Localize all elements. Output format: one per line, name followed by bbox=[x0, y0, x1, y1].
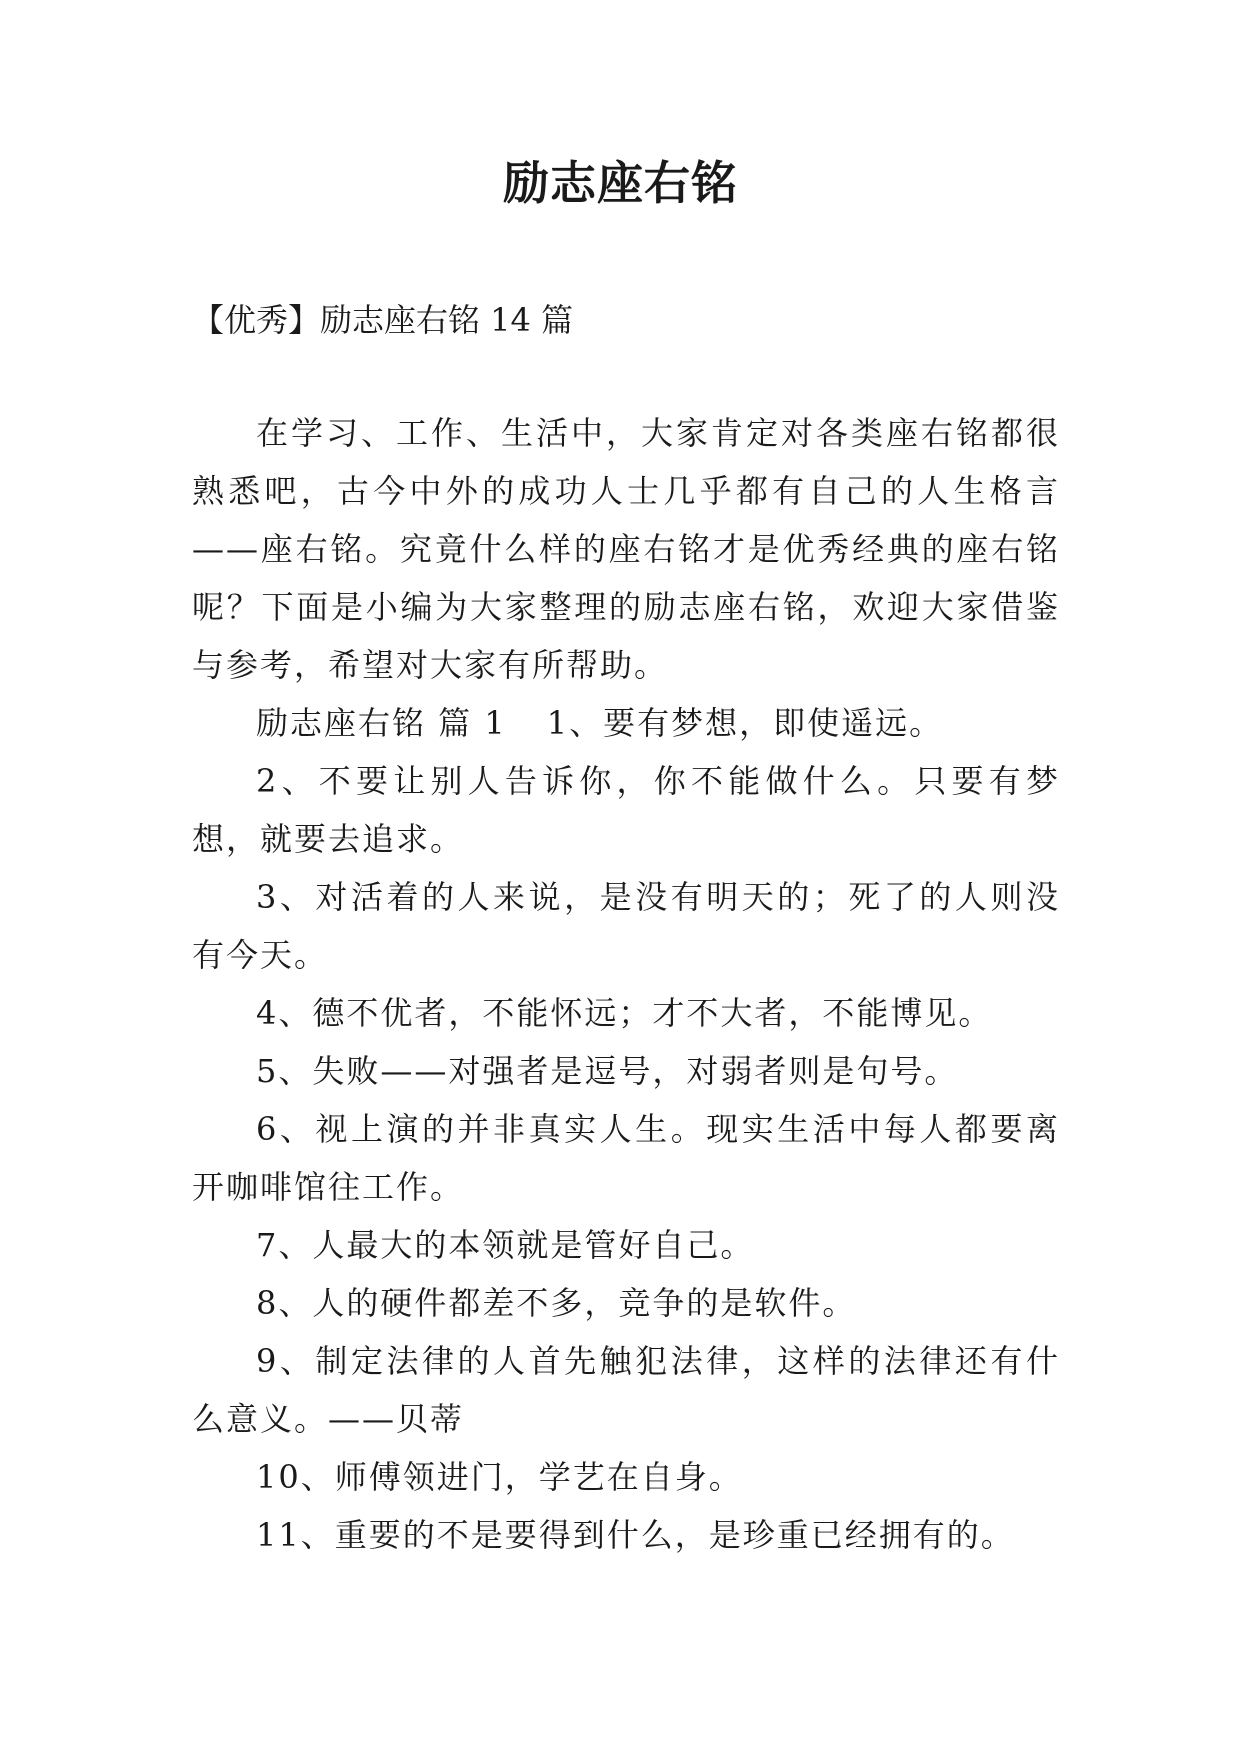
intro-paragraph: 在学习、工作、生活中，大家肯定对各类座右铭都很熟悉吧，古今中外的成功人士几乎都有自己的人生格言——座右铭。究竟什么样的座右铭才是优秀经典的座右铭呢？下面是小编为大家整理的励志座右铭，欢迎大家借鉴与参考，希望对大家有所帮助。 bbox=[192, 414, 1060, 684]
motto-item: 2、不要让别人告诉你，你不能做什么。只要有梦想，就要去追求。 bbox=[192, 762, 1060, 858]
motto-item: 9、制定法律的人首先触犯法律，这样的法律还有什么意义。——贝蒂 bbox=[192, 1342, 1060, 1438]
motto-item: 5、失败——对强者是逗号，对弱者则是句号。 bbox=[256, 1052, 959, 1090]
motto-item: 4、德不优者，不能怀远；才不大者，不能博见。 bbox=[256, 994, 993, 1032]
motto-item: 3、对活着的人来说，是没有明天的；死了的人则没有今天。 bbox=[192, 878, 1060, 974]
document-body bbox=[192, 404, 1060, 1564]
motto-item: 8、人的硬件都差不多，竞争的是软件。 bbox=[256, 1284, 857, 1322]
motto-item: 10、师傅领进门，学艺在自身。 bbox=[256, 1458, 743, 1496]
motto-item: 1、要有梦想，即使遥远。 bbox=[546, 704, 944, 742]
motto-item: 6、视上演的并非真实人生。现实生活中每人都要离开咖啡馆往工作。 bbox=[192, 1110, 1060, 1206]
section-label: 励志座右铭 篇 1 bbox=[256, 704, 507, 742]
motto-item: 7、人最大的本领就是管好自己。 bbox=[256, 1226, 755, 1264]
document-title: 励志座右铭 bbox=[503, 156, 738, 210]
document-subtitle: 【优秀】励志座右铭 14 篇 bbox=[192, 301, 574, 339]
section-paragraph bbox=[192, 694, 1060, 752]
motto-item: 11、重要的不是要得到什么，是珍重已经拥有的。 bbox=[256, 1516, 1015, 1554]
